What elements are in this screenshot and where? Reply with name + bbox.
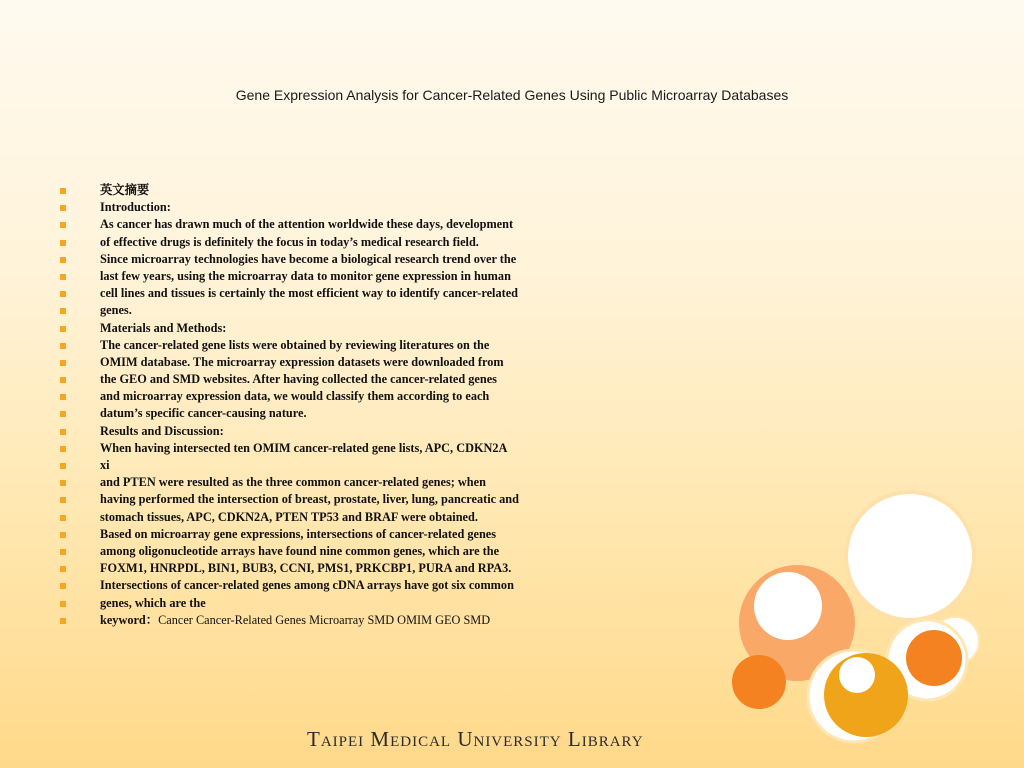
slide-title: Gene Expression Analysis for Cancer-Related Genes Using Public Microarray Databases xyxy=(235,87,789,103)
list-item: the GEO and SMD websites. After having collected the cancer-related genes xyxy=(58,371,519,388)
small-white-circle-center xyxy=(839,657,875,693)
list-item: 英文摘要 xyxy=(58,182,519,199)
list-item: OMIM database. The microarray expression datasets were downloaded from xyxy=(58,354,519,371)
list-item: The cancer-related gene lists were obtained by reviewing literatures on the xyxy=(58,337,519,354)
list-item: Materials and Methods: xyxy=(58,320,519,337)
list-item: FOXM1, HNRPDL, BIN1, BUB3, CCNI, PMS1, PRKCBP1, PURA and RPA3. xyxy=(58,560,519,577)
list-item: When having intersected ten OMIM cancer-related gene lists, APC, CDKN2A xyxy=(58,440,519,457)
orange-circle-right xyxy=(906,630,962,686)
list-item: among oligonucleotide arrays have found nine common genes, which are the xyxy=(58,543,519,560)
list-item: Since microarray technologies have become a biological research trend over the xyxy=(58,251,519,268)
list-item: Based on microarray gene expressions, intersections of cancer-related genes xyxy=(58,526,519,543)
list-item: genes. xyxy=(58,302,519,319)
list-item: xi xyxy=(58,457,519,474)
list-item: Introduction: xyxy=(58,199,519,216)
list-item: datum’s specific cancer-causing nature. xyxy=(58,405,519,422)
list-item: stomach tissues, APC, CDKN2A, PTEN TP53 and BRAF were obtained. xyxy=(58,509,519,526)
list-item: cell lines and tissues is certainly the most efficient way to identify cancer-related xyxy=(58,285,519,302)
keyword-label: keyword： xyxy=(100,612,159,627)
footer-library-name: Taipei Medical University Library xyxy=(307,727,644,751)
orange-circle-left xyxy=(732,655,786,709)
list-item: and PTEN were resulted as the three common cancer-related genes; when xyxy=(58,474,519,491)
list-item: of effective drugs is definitely the focus in today’s medical research field. xyxy=(58,234,519,251)
list-item: As cancer has drawn much of the attention worldwide these days, development xyxy=(58,216,519,233)
large-white-circle xyxy=(846,492,974,620)
inner-white-circle xyxy=(754,572,822,640)
list-item: Intersections of cancer-related genes among cDNA arrays have got six common xyxy=(58,577,519,594)
list-item: and microarray expression data, we would classify them according to each xyxy=(58,388,519,405)
list-item: genes, which are the xyxy=(58,595,519,612)
list-item: having performed the intersection of breast, prostate, liver, lung, pancreatic and xyxy=(58,491,519,508)
keyword-value: Cancer Cancer-Related Genes Microarray SMD OMIM GEO SMD xyxy=(158,612,491,627)
list-item: Results and Discussion: xyxy=(58,423,519,440)
list-item: last few years, using the microarray data to monitor gene expression in human xyxy=(58,268,519,285)
